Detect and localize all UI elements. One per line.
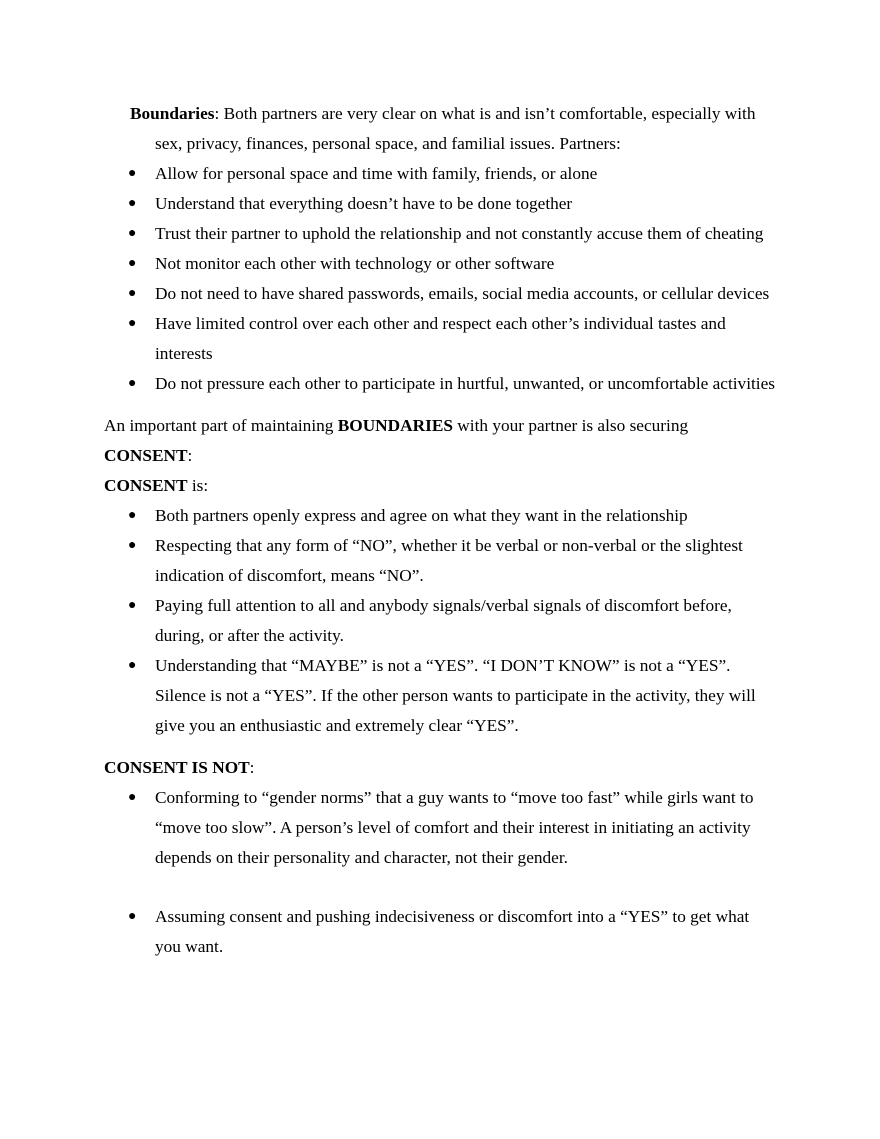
list-item-text: indication of discomfort, means “NO”. — [155, 566, 424, 585]
list-item-text: you want. — [155, 937, 224, 956]
bullet-icon: ● — [128, 508, 137, 523]
list-item-text: “move too slow”. A person’s level of comfort and their interest in initiating an activity — [155, 818, 751, 837]
list-item-text: Trust their partner to uphold the relationship and not constantly accuse them of cheating — [155, 224, 764, 243]
list-item-text: depends on their personality and character, not their gender. — [155, 848, 568, 867]
list-item-text: during, or after the activity. — [155, 626, 344, 645]
bullet-icon: ● — [128, 658, 137, 673]
bullet-icon: ● — [128, 316, 137, 331]
bullet-icon: ● — [128, 196, 137, 211]
list-item-text: Silence is not a “YES”. If the other person wants to participate in the activity, they will — [155, 686, 756, 705]
list-item-text: Conforming to “gender norms” that a guy wants to “move too fast” while girls want to — [155, 788, 754, 807]
bullet-icon: ● — [128, 226, 137, 241]
boundaries-heading: Boundaries — [130, 104, 215, 123]
transition-line: An important part of maintaining BOUNDARIES with your partner is also securing — [104, 416, 689, 435]
boundaries-intro-cont: sex, privacy, finances, personal space, and familial issues. Partners: — [155, 134, 621, 153]
list-item-text: Have limited control over each other and respect each other’s individual tastes and — [155, 314, 726, 333]
bullet-icon: ● — [128, 286, 137, 301]
consent-is-not-heading: CONSENT IS NOT: — [104, 758, 255, 777]
list-item-text: interests — [155, 344, 213, 363]
list-item-text: Do not need to have shared passwords, emails, social media accounts, or cellular devices — [155, 284, 770, 303]
bullet-icon: ● — [128, 166, 137, 181]
bullet-icon: ● — [128, 256, 137, 271]
boundaries-intro: Boundaries: Both partners are very clear on what is and isn’t comfortable, especially with — [130, 104, 756, 123]
list-item-text: Paying full attention to all and anybody signals/verbal signals of discomfort before, — [155, 596, 732, 615]
list-item-text: Allow for personal space and time with family, friends, or alone — [155, 164, 598, 183]
list-item-text: Assuming consent and pushing indecisiveness or discomfort into a “YES” to get what — [155, 907, 750, 926]
transition-consent: CONSENT: — [104, 446, 193, 465]
list-item-text: Understand that everything doesn’t have to be done together — [155, 194, 573, 213]
bullet-icon: ● — [128, 598, 137, 613]
list-item-text: Do not pressure each other to participate in hurtful, unwanted, or uncomfortable activities — [155, 374, 775, 393]
list-item-text: Not monitor each other with technology or other software — [155, 254, 555, 273]
list-item-text: Both partners openly express and agree on what they want in the relationship — [155, 506, 688, 525]
list-item-text: Respecting that any form of “NO”, whether it be verbal or non-verbal or the slightest — [155, 536, 743, 555]
bullet-icon: ● — [128, 538, 137, 553]
list-item-text: Understanding that “MAYBE” is not a “YES”. “I DON’T KNOW” is not a “YES”. — [155, 656, 731, 675]
bullet-icon: ● — [128, 376, 137, 391]
bullet-icon: ● — [128, 790, 137, 805]
consent-is-heading: CONSENT is: — [104, 476, 209, 495]
list-item-text: give you an enthusiastic and extremely clear “YES”. — [155, 716, 519, 735]
bullet-icon: ● — [128, 909, 137, 924]
